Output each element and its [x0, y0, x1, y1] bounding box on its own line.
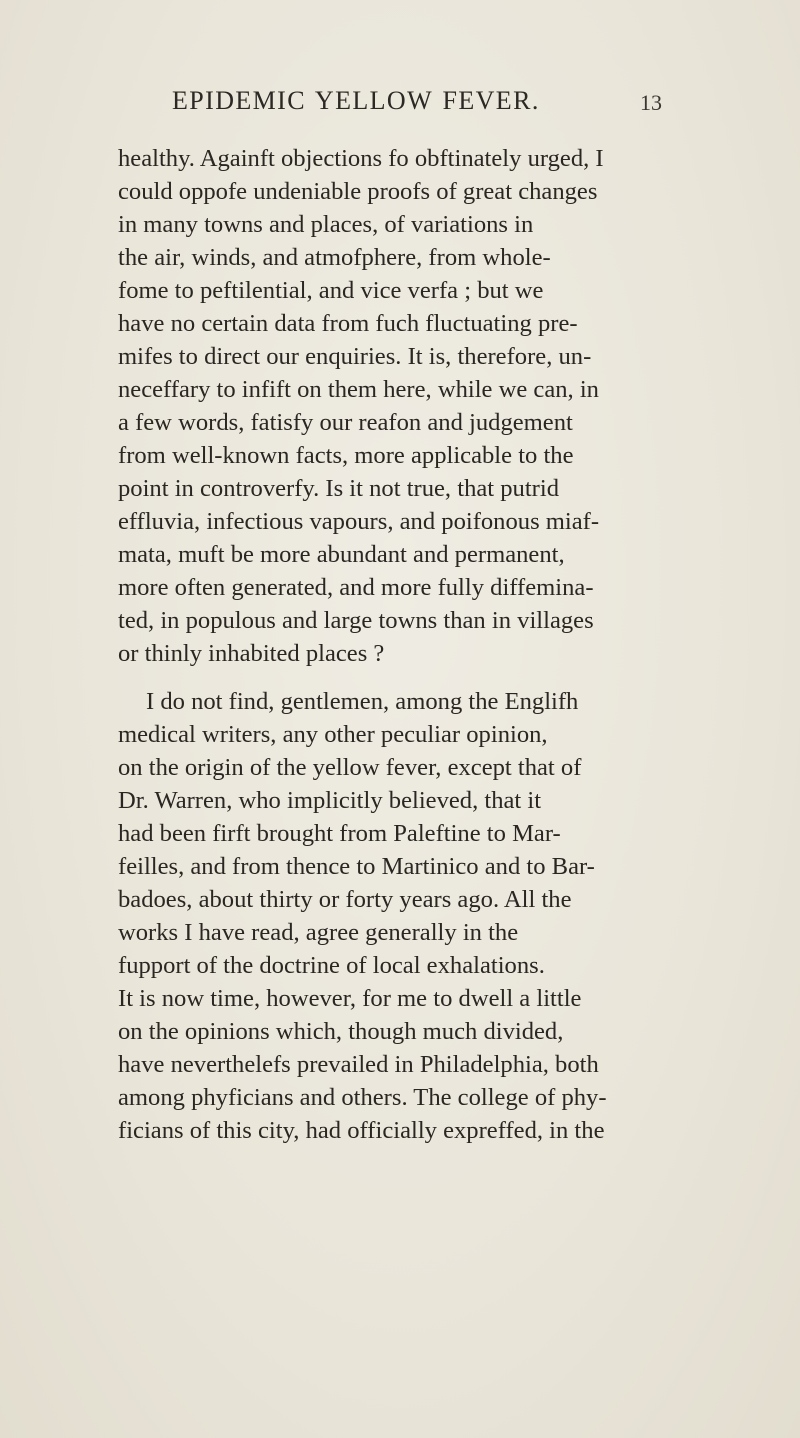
text-line: more often generated, and more fully diffemina-	[118, 574, 594, 601]
text-line: on the opinions which, though much divided,	[118, 1018, 564, 1045]
text-line: I do not find, gentlemen, among the Englifh	[146, 688, 579, 715]
text-line: neceffary to infift on them here, while we can, in	[118, 376, 599, 403]
running-title: EPIDEMIC YELLOW FEVER.	[172, 86, 540, 115]
text-line: works I have read, agree generally in the	[118, 919, 519, 946]
page-number: 13	[640, 90, 662, 115]
text-line: have no certain data from fuch fluctuating pre-	[118, 310, 578, 337]
text-line: mata, muft be more abundant and permanent,	[118, 541, 565, 568]
text-line: a few words, fatisfy our reafon and judgement	[118, 409, 573, 436]
text-line: mifes to direct our enquiries. It is, therefore, un-	[118, 343, 592, 370]
text-line: effluvia, infectious vapours, and poifonous miaf-	[118, 508, 600, 535]
text-line: feilles, and from thence to Martinico and to Bar-	[118, 853, 595, 880]
text-line: in many towns and places, of variations in	[118, 211, 534, 238]
text-line: ficians of this city, had officially expreffed, in the	[118, 1117, 605, 1144]
text-line: point in controverfy. Is it not true, that putrid	[118, 475, 560, 502]
text-line: fome to peftilential, and vice verfa ; but we	[118, 277, 544, 304]
text-line: fupport of the doctrine of local exhalations.	[118, 952, 545, 979]
text-line: healthy. Againft objections fo obftinately urged, I	[118, 145, 604, 172]
text-line: ted, in populous and large towns than in villages	[118, 607, 594, 634]
text-line: Dr. Warren, who implicitly believed, that it	[118, 787, 542, 814]
text-line: among phyficians and others. The college of phy-	[118, 1084, 607, 1111]
text-line: had been firft brought from Paleftine to Mar-	[118, 820, 561, 847]
text-line: badoes, about thirty or forty years ago. All the	[118, 886, 572, 913]
text-line: from well-known facts, more applicable to the	[118, 442, 574, 469]
text-line: medical writers, any other peculiar opinion,	[118, 721, 548, 748]
text-line: could oppofe undeniable proofs of great changes	[118, 178, 598, 205]
running-head	[0, 86, 800, 126]
text-line: on the origin of the yellow fever, except that of	[118, 754, 582, 781]
text-line: It is now time, however, for me to dwell a little	[118, 985, 582, 1012]
text-line: or thinly inhabited places ?	[118, 640, 385, 667]
text-line: have neverthelefs prevailed in Philadelphia, both	[118, 1051, 599, 1078]
text-line: the air, winds, and atmofphere, from whole-	[118, 244, 551, 271]
